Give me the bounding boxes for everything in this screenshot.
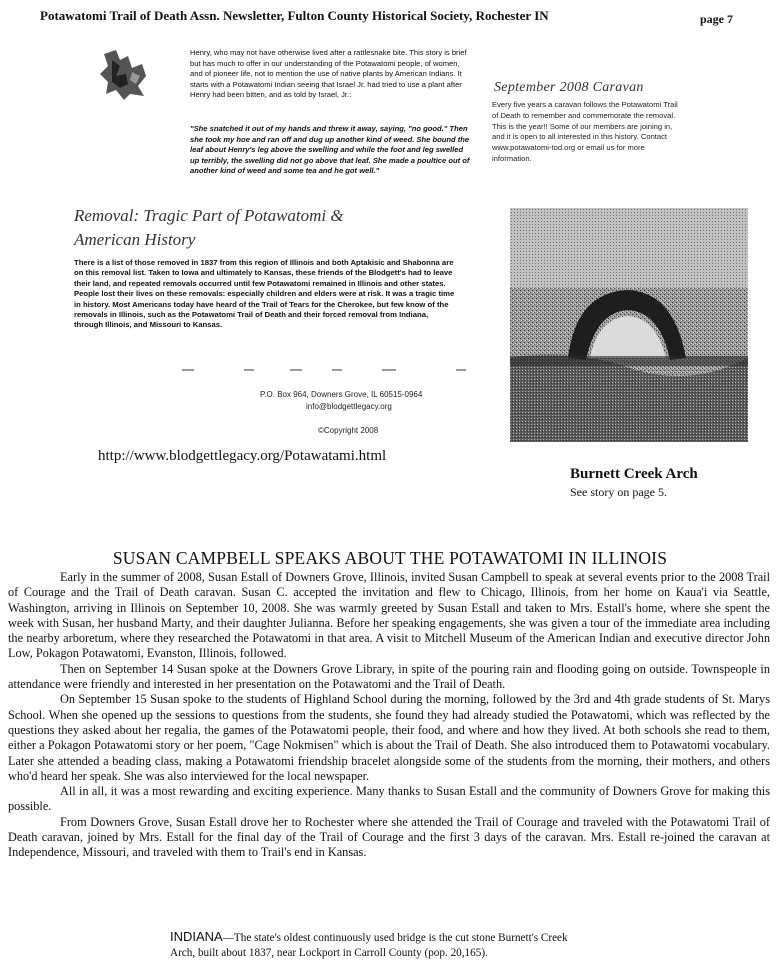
article-paragraph: All in all, it was a most rewarding and exciting experience. Many thanks to Susan Estall and the community of Downers Grove for making this possible. xyxy=(8,784,770,814)
article-body xyxy=(8,570,770,861)
caravan-title: September 2008 Caravan xyxy=(494,80,644,95)
article-paragraph: Early in the summer of 2008, Susan Estall of Downers Grove, Illinois, invited Susan Campbell to speak at several events prior to the 2008 Trail of Courage and the Trail of Death caravan. Susan C. accepted the invitation and flew to Chicago, Illinois, from her home on Kaua'i via Seattle, Washington, arriving in Illinois on September 10, 2008. She was warmly greeted by Susan Estall and taken to Mrs. Estall's home, where she spent the week with Susan, her husband Marty, and their daughter Julianna. Before her speaking engagements, she was given a tour of the immediate area including the nearby arboretum, where they researched the Potawatomi in that area. A visit to Mitchell Museum of the American Indian and executive director John Low, Pokagon Potawatomi, Evanston, Illinois, followed. xyxy=(8,570,770,661)
caravan-text: Every five years a caravan follows the Potawatomi Trail of Death to remember and commemorate the removal. This is the year!! Some of our members are joining in, and it is open to all interested in this history. Contact www.potawatomi-tod.org or email us for more information. xyxy=(492,100,678,163)
page-number: page 7 xyxy=(700,12,733,26)
email-line: info@blodgettlegacy.org xyxy=(306,402,392,411)
article-paragraph: On September 15 Susan spoke to the students of Highland School during the morning, followed by the 3rd and 4th grade students of St. Marys School. When she opened up the sessions to questions from the students, she found they had already studied the Potawatomi, which was reflected by the questions they asked about her regalia, the games of the Potawatomi people, their food, and where and how they lived. At both schools she read to them, either a Pokagon Potawatomi story or her poem, "Cage Nokmisen" which is about the Trail of Death. She also introduced them to Potawatomi vocabulary. Later she attended a beading class, making a Potawatomi friendship bracelet alongside some of the students from the morning, their mothers, and others who'd heard her speak. She was also interviewed for the local newspaper. xyxy=(8,692,770,783)
photo-caption-title: Burnett Creek Arch xyxy=(570,466,698,482)
newsletter-header-title: Potawatomi Trail of Death Assn. Newsletter, Fulton County Historical Society, Rochester IN xyxy=(40,8,549,23)
burnett-creek-arch-photo xyxy=(510,208,748,442)
address-line: P.O. Box 964, Downers Grove, IL 60515-0964 xyxy=(260,390,423,399)
article-paragraph: Then on September 14 Susan spoke at the Downers Grove Library, in spite of the pouring rain and flooding going on outside. Townspeople in attendance were friendly and interested in her presentation on the Potawatomi and the Trail of Death. xyxy=(8,661,770,692)
removal-title-line2: American History xyxy=(74,230,196,249)
photo-caption-subtitle: See story on page 5. xyxy=(570,485,667,499)
indiana-note xyxy=(170,930,570,960)
article-headline: SUSAN CAMPBELL SPEAKS ABOUT THE POTAWATOMI IN ILLINOIS xyxy=(112,548,668,568)
removal-text: There is a list of those removed in 1837 from this region of Illinois and both Aptakisic and Shabonna are on this removal list. Taken to Iowa and ultimately to Kansas, these friends of the Blodgett's had to leave their land, and repeated removals occurred until few Potawatomi remained in Illinois and other states. People lost their lives on these removals: especially children and elders were at risk. It was a tragic time in history. Most Americans today have heard of the Trail of Tears for the Cherokee, but few know of the removals in Illinois, such as the Potawatomi Trail of Death and their forced removal from Indiana, through Illinois, and Missouri to Kansas. xyxy=(74,258,455,330)
indiana-label: INDIANA xyxy=(170,929,223,944)
clipping-thumbnail-image xyxy=(98,46,152,102)
removal-title-line1: Removal: Tragic Part of Potawatomi & xyxy=(74,206,344,225)
website-url-link[interactable]: http://www.blodgettlegacy.org/Potawatami.html xyxy=(98,448,387,464)
story-intro-text: Henry, who may not have otherwise lived after a rattlesnake bite. This story is brief but has much to offer in our understanding of the Potawatomi people, of women, and of pioneer life, not to mention the use of native plants by American Indians. It starts with a Potawatomi Indian seeing that Israel Jr. had tried to use a plant after Henry had been bitten, and as told by Israel, Jr.: xyxy=(190,48,467,100)
indiana-text: —The state's oldest continuously used bridge is the cut stone Burnett's Creek Arch, built about 1837, near Lockport in Carroll County (pop. 20,165). xyxy=(170,932,568,959)
story-quote-text: "She snatched it out of my hands and threw it away, saying, "no good." Then she took my hoe and ran off and dug up another kind of weed. She bound the leaf about Henry's leg above the swelling and while the foot and leg swelled up terribly, the swelling did not go above that leaf. She made a poultice out of another kind of weed and some tea and he got well." xyxy=(190,124,470,176)
copyright-line: ©Copyright 2008 xyxy=(318,426,379,435)
article-paragraph: From Downers Grove, Susan Estall drove her to Rochester where she attended the Trail of Courage and traveled with the Potawatomi Trail of Death caravan, joined by Mrs. Estall for the final day of the Trail of Courage and the first 3 days of the caravan. Mrs. Estall re-joined the caravan at Independence, Missouri, and traveled with them to Trail's end in Kansas. xyxy=(8,814,770,860)
dash-divider xyxy=(182,368,472,372)
